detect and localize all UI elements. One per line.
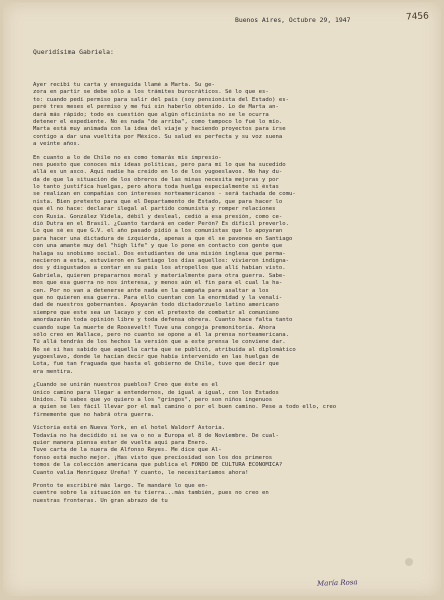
letter-line: En cuanto a lo de Chile no es como tomarás mis impresio-	[33, 154, 222, 161]
letter-line: Todavía no ha decidido si se va o no a Europa el 8 de Noviembre. De cual-	[33, 432, 279, 439]
letter-line: cuando supe la muerte de Roosevelt! Tuve una congoja premonitoria. Ahora	[33, 324, 276, 331]
letter-line: era mentira.	[33, 368, 74, 375]
letter-line: dió Dutra en el Brasil. ¿Cuanto tardará en ceder Perón? Es difícil preverlo.	[33, 221, 289, 228]
letter-line: dará más rápido; todo es cuestión que algún oficinista no se le ocurra	[33, 111, 269, 118]
letter-line: yugoeslavo, donde le hacían decir que había intervenido en las huelgas de	[33, 354, 279, 361]
letter-line: halaga su snobismo social. Dos estudiantes de una misión inglesa que perma-	[33, 250, 286, 257]
letter-sheet	[3, 2, 441, 596]
letter-line: Ayer recibí tu carta y enseguida llamé a Marta. Su ge-	[33, 82, 215, 88]
letter-line: con una amante muy del "high life" y que lo pone en contacto con gente que	[33, 243, 283, 250]
handwritten-signature: María Rosa	[316, 578, 358, 588]
letter-line: mos que esa guerra no nos interesa, y menos aún el fin para el cual la ha-	[33, 280, 283, 287]
letter-line: Tuve carta de la nuera de Alfonso Reyes. Me dice que Al-	[33, 447, 222, 454]
letter-line: Gabriela, quieren prepararnos moral y materialmente para otra guerra. Sabe-	[33, 272, 286, 279]
letter-line: dad de nuestros gobernantes. Apoyarán todo dictadorzuelo latino americano	[33, 302, 279, 309]
letter-line: tomos de la colección americana que publica el FONDO DE CULTURA ECONOMICA?	[33, 462, 283, 469]
letter-line: nes puesto que conoces mis ideas políticas, pero para mí lo que ha sucedido	[33, 161, 286, 168]
paper-stain	[405, 558, 413, 566]
letter-line: Marta está muy animada con la idea del viaje y haciendo proyectos para irse	[33, 126, 286, 133]
letter-line: No sé si has sabido que aquella carta que se publicó, atribuída al diplomático	[33, 346, 296, 353]
letter-line: con Rusia. González Videla, débil y desleal, cedió a esa presión, como ce-	[33, 213, 283, 220]
letter-line: contigo a dar una vueltita por México. Su salud es perfecta y su voz suena	[33, 133, 283, 140]
letter-line: sólo creo en Wallace, pero no cuanto se opone a él la prensa norteamericana.	[33, 331, 289, 338]
letter-line: Cuanto valía Henríquez Ureña! Y cuanto, le necesitaríamos ahora!	[33, 469, 249, 476]
letter-line: Pronto te escribiré más largo. Te mandaré lo que en-	[33, 482, 209, 489]
letter-line: cuentre sobre la situación en tu tierra...más también, pues no creo en	[33, 490, 269, 497]
letter-line: se realizan en compañías con intereses norteamericanos - será tachada de comu-	[33, 191, 296, 198]
archive-number: 7456	[405, 11, 430, 23]
letter-line: necieron a esta, estuvieron en Santiago los días aquellos: vivieron indigna-	[33, 257, 289, 264]
letter-line: a quien se les fácil llevar por el mal camino o por el buen camino. Pese a todo ello, creo	[33, 404, 337, 411]
letter-line: detener el expediente. No es nada "de arriba", como tampoco lo fué lo mío.	[33, 118, 283, 125]
letter-line: firmemente que no habrá otra guerra.	[33, 411, 155, 418]
letter-line: que él no hace: declarar ilegal al partido comunista y romper relaciones	[33, 206, 276, 213]
letter-line: amordazarán toda opinión libre y toda defensa obrera. Cuanto hace falta tanto	[33, 317, 293, 324]
letter-line: ¿Cuando se unirán nuestros pueblos? Creo que éste es el	[33, 382, 219, 389]
letter-line: peré tres meses el permiso y me fui sin haberlo obtenido. Lo de Marta an-	[33, 104, 279, 111]
letter-line: Lo que sé es que G.V. el año pasado pidió a los comunistas que lo apoyaran	[33, 228, 283, 235]
letter-line: único camino para llegar a entendernos, de igual a igual, con los Estados	[33, 389, 279, 396]
letter-line: a veinte años.	[33, 141, 81, 148]
letter-line: da de que la situación de los obreros de las minas necesita mejoras y por	[33, 176, 279, 183]
letter-line: nista. Bien pretexto para que el Departamento de Estado, que para hacer lo	[33, 198, 283, 205]
letter-line: Victoria está en Nueva York, en el hotel Waldorf Astoria.	[33, 425, 225, 432]
date-line: Buenos Aires, Octubre 29, 1947	[235, 16, 351, 24]
letter-line: zora en partir se debe sólo a los trámites burocráticos. Sé lo que es-	[33, 89, 269, 96]
letter-line: to: cuando pedí permiso para salir del país (soy pensionista del Estado) es-	[33, 96, 289, 103]
letter-line: cen. Por no van a detenerse ante nada en la campaña para asaltar a los	[33, 287, 269, 294]
letter-line: Tú allá tendrás de los hechos la versión que a este prensa le conviene dar.	[33, 339, 286, 346]
letter-line: Unidos. Tú sabes que yo quiero a los "gringos", pero son niños ingenuos	[33, 397, 273, 404]
salutation: Queridísima Gabriela:	[33, 48, 114, 56]
letter-line: que no quieren esa guerra. Para ello cuentan con la enormidad y la venali-	[33, 294, 283, 301]
letter-line: allá es un asco. Aquí nadie ha creído en lo de los yugoeslavos. No hay du-	[33, 169, 283, 176]
letter-body	[33, 82, 433, 505]
letter-line: siempre que este sea un lacayo y con el pretexto de combatir al comunismo	[33, 309, 279, 316]
letter-line: lo tanto justifica huelgas, pero ahora toda huelga especialmente si éstas	[33, 184, 279, 191]
letter-line: quier manera piensa estar de vuelta aquí para Enero.	[33, 439, 209, 446]
letter-line: Lota, fué tan fraguada que hasta el gobierno de Chile, tuvo que decir que	[33, 361, 279, 368]
letter-line: para hacer una dictadura de izquierda, apenas a que él se pavonea en Santiago	[33, 235, 293, 242]
letter-line: fonso está mucho mejor. ¡Has visto que preciosidad son los dos primeros	[33, 454, 273, 461]
letter-line: dos y disgustados a contar en su país los atropellos que allí habían visto.	[33, 265, 286, 272]
letter-line: nuestras fronteras. Un gran abrazo de tu	[33, 497, 168, 504]
